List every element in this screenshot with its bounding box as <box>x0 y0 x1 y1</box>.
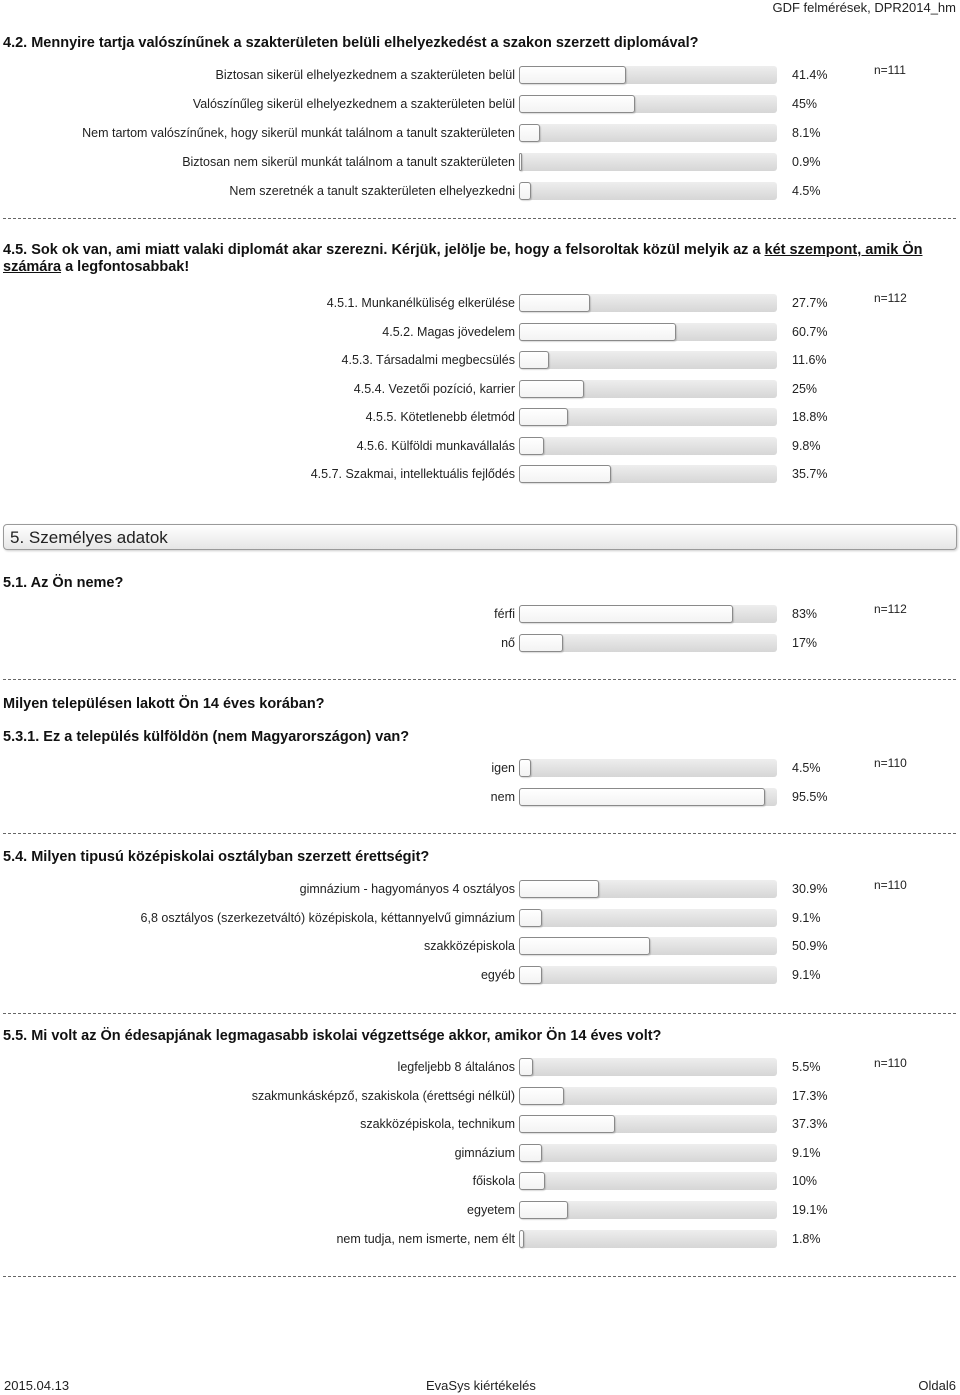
footer-date: 2015.04.13 <box>4 1378 70 1393</box>
answer-percentage: 9.1% <box>792 1145 821 1160</box>
answer-percentage: 17.3% <box>792 1088 828 1103</box>
percentage-bar-fill <box>519 1172 545 1190</box>
question-title: 5.5. Mi volt az Ön édesapjának legmagasabb iskolai végzettsége akkor, amikor Ön 14 éves volt? <box>3 1028 662 1044</box>
answer-row <box>0 788 960 808</box>
answer-percentage: 25% <box>792 381 818 396</box>
answer-label: nem tudja, nem ismerte, nem élt <box>336 1231 515 1246</box>
question-title: 4.2. Mennyire tartja valószínűnek a szakterületen belüli elhelyezkedést a szakon szerzett diplomával? <box>3 35 699 51</box>
section-header <box>3 524 957 550</box>
percentage-bar-fill <box>519 966 542 984</box>
percentage-bar-track <box>519 1172 777 1190</box>
respondent-count: n=111 <box>874 63 906 77</box>
answer-label: Biztosan nem sikerül munkát találnom a tanult szakterületen <box>182 155 515 169</box>
answer-label: főiskola <box>472 1174 515 1189</box>
percentage-bar-fill <box>519 1144 542 1162</box>
percentage-bar-fill <box>519 66 626 84</box>
percentage-bar-track <box>519 323 777 341</box>
answer-label: 4.5.4. Vezetői pozíció, karrier <box>353 381 515 396</box>
percentage-bar-track <box>519 1115 777 1133</box>
percentage-bar-fill <box>519 880 599 898</box>
question-title: 5.4. Milyen tipusú középiskolai osztályban szerzett érettségit? <box>3 849 430 865</box>
percentage-bar-track <box>519 182 777 200</box>
question-intro: Milyen településen lakott Ön 14 éves korában? <box>3 696 325 712</box>
answer-row <box>0 153 960 173</box>
answer-label: igen <box>491 761 515 775</box>
answer-row <box>0 1144 960 1164</box>
answer-label: szakmunkásképző, szakiskola (érettségi nélkül) <box>251 1088 515 1103</box>
percentage-bar-fill <box>519 437 544 455</box>
percentage-bar-track <box>519 124 777 142</box>
question-title: 5.3.1. Ez a település külföldön (nem Magyarországon) van? <box>3 729 410 745</box>
percentage-bar-track <box>519 153 777 171</box>
answer-row <box>0 880 960 900</box>
footer-title: EvaSys kiértékelés <box>426 1378 536 1393</box>
percentage-bar-fill <box>519 124 540 142</box>
percentage-bar-track <box>519 351 777 369</box>
percentage-bar-fill <box>519 380 584 398</box>
percentage-bar-track <box>519 759 777 777</box>
answer-percentage: 45% <box>792 97 818 111</box>
answer-row <box>0 909 960 929</box>
percentage-bar-fill <box>519 323 676 341</box>
percentage-bar-track <box>519 408 777 426</box>
percentage-bar-track <box>519 380 777 398</box>
answer-row <box>0 182 960 202</box>
answer-row <box>0 966 960 986</box>
answer-row <box>0 66 960 86</box>
answer-row <box>0 1172 960 1192</box>
answer-percentage: 41.4% <box>792 68 828 82</box>
answer-row <box>0 1230 960 1250</box>
answer-percentage: 30.9% <box>792 882 828 896</box>
answer-percentage: 9.1% <box>792 910 821 925</box>
percentage-bar-fill <box>519 95 635 113</box>
answer-percentage: 9.8% <box>792 438 821 453</box>
answer-percentage: 18.8% <box>792 410 828 424</box>
answer-label: Nem tartom valószínűnek, hogy sikerül munkát találnom a tanult szakterületen <box>82 126 515 140</box>
answer-percentage: 37.3% <box>792 1117 828 1132</box>
answer-percentage: 19.1% <box>792 1203 828 1217</box>
section-title: 5. Személyes adatok <box>10 528 168 547</box>
answer-percentage: 4.5% <box>792 184 821 198</box>
percentage-bar-fill <box>519 1115 615 1133</box>
footer-page-number: Oldal6 <box>918 1378 956 1393</box>
answer-row <box>0 1201 960 1221</box>
percentage-bar-fill <box>519 294 590 312</box>
answer-row <box>0 759 960 779</box>
question-title-emphasis: két szempont, amik Ön számára <box>3 242 923 275</box>
question-title <box>3 242 954 276</box>
answer-row <box>0 634 960 654</box>
question-title-part: a legfontosabbak! <box>61 259 190 275</box>
answer-row <box>0 1058 960 1078</box>
answer-label: 4.5.5. Kötetlenebb életmód <box>365 410 515 424</box>
answer-label: 4.5.6. Külföldi munkavállalás <box>356 438 515 453</box>
answer-percentage: 35.7% <box>792 467 828 481</box>
divider <box>3 218 956 219</box>
percentage-bar-track <box>519 1230 777 1248</box>
answer-label: szakközépiskola <box>423 939 515 954</box>
percentage-bar-fill <box>519 788 765 806</box>
answer-percentage: 27.7% <box>792 296 828 310</box>
answer-label: nem <box>490 790 515 804</box>
answer-label: Valószínűleg sikerül elhelyezkednem a szakterületen belül <box>192 97 515 111</box>
answer-label: gimnázium <box>454 1145 515 1160</box>
percentage-bar-fill <box>519 153 522 171</box>
answer-percentage: 8.1% <box>792 126 821 140</box>
percentage-bar-fill <box>519 605 733 623</box>
percentage-bar-fill <box>519 465 611 483</box>
answer-row <box>0 1087 960 1107</box>
answer-label: férfi <box>494 607 515 621</box>
percentage-bar-track <box>519 909 777 927</box>
percentage-bar-track <box>519 1058 777 1076</box>
percentage-bar-fill <box>519 759 531 777</box>
percentage-bar-track <box>519 294 777 312</box>
answer-label: 4.5.3. Társadalmi megbecsülés <box>341 353 515 367</box>
percentage-bar-fill <box>519 1087 564 1105</box>
percentage-bar-track <box>519 95 777 113</box>
answer-percentage: 11.6% <box>792 353 827 367</box>
percentage-bar-fill <box>519 634 563 652</box>
answer-percentage: 83% <box>792 607 818 621</box>
respondent-count: n=110 <box>874 756 907 770</box>
answer-percentage: 60.7% <box>792 324 828 339</box>
answer-label: 4.5.1. Munkanélküliség elkerülése <box>326 296 515 310</box>
divider <box>3 679 956 680</box>
divider <box>3 1276 956 1277</box>
answer-percentage: 0.9% <box>792 155 821 169</box>
respondent-count: n=112 <box>874 291 907 305</box>
percentage-bar-track <box>519 634 777 652</box>
answer-row <box>0 294 960 314</box>
answer-percentage: 9.1% <box>792 968 821 983</box>
percentage-bar-track <box>519 937 777 955</box>
answer-label: Biztosan sikerül elhelyezkednem a szakterületen belül <box>215 68 515 82</box>
answer-percentage: 10% <box>792 1174 818 1189</box>
answer-row <box>0 437 960 457</box>
answer-percentage: 4.5% <box>792 761 821 775</box>
answer-label: szakközépiskola, technikum <box>360 1117 515 1132</box>
answer-label: 4.5.2. Magas jövedelem <box>382 324 515 339</box>
answer-label: gimnázium - hagyományos 4 osztályos <box>299 882 515 896</box>
answer-label: nő <box>501 636 515 650</box>
answer-label: egyetem <box>467 1203 515 1217</box>
percentage-bar-track <box>519 880 777 898</box>
percentage-bar-fill <box>519 182 531 200</box>
percentage-bar-fill <box>519 909 542 927</box>
percentage-bar-track <box>519 437 777 455</box>
answer-row <box>0 351 960 371</box>
answer-percentage: 5.5% <box>792 1060 821 1074</box>
question-title: 5.1. Az Ön neme? <box>3 575 124 591</box>
answer-label: legfeljebb 8 általános <box>397 1060 515 1074</box>
answer-row <box>0 124 960 144</box>
percentage-bar-track <box>519 1201 777 1219</box>
answer-label: 4.5.7. Szakmai, intellektuális fejlődés <box>310 467 515 481</box>
answer-percentage: 17% <box>792 636 818 650</box>
answer-row <box>0 937 960 957</box>
answer-percentage: 95.5% <box>792 790 828 804</box>
answer-row <box>0 1115 960 1135</box>
percentage-bar-track <box>519 788 777 806</box>
percentage-bar-fill <box>519 1058 533 1076</box>
question-title-part: 4.5. Sok ok van, ami miatt valaki diplomát akar szerezni. Kérjük, jelölje be, hogy a felsoroltak közül melyik az a <box>3 242 765 258</box>
answer-row <box>0 465 960 485</box>
percentage-bar-track <box>519 1087 777 1105</box>
answer-row <box>0 323 960 343</box>
header-survey-name: GDF felmérések, DPR2014_hm <box>772 0 956 15</box>
percentage-bar-track <box>519 605 777 623</box>
answer-row <box>0 95 960 115</box>
answer-percentage: 1.8% <box>792 1231 821 1246</box>
percentage-bar-fill <box>519 351 549 369</box>
answer-label: 6,8 osztályos (szerkezetváltó) középiskola, kéttannyelvű gimnázium <box>140 910 515 925</box>
respondent-count: n=112 <box>874 602 907 616</box>
percentage-bar-fill <box>519 1230 524 1248</box>
answer-row <box>0 380 960 400</box>
percentage-bar-track <box>519 66 777 84</box>
percentage-bar-fill <box>519 937 650 955</box>
divider <box>3 833 956 834</box>
answer-percentage: 50.9% <box>792 939 828 954</box>
percentage-bar-track <box>519 966 777 984</box>
respondent-count: n=110 <box>874 878 907 892</box>
divider <box>3 1013 956 1014</box>
percentage-bar-track <box>519 1144 777 1162</box>
answer-row <box>0 408 960 428</box>
percentage-bar-fill <box>519 1201 568 1219</box>
percentage-bar-track <box>519 465 777 483</box>
answer-label: egyéb <box>480 968 515 983</box>
answer-label: Nem szeretnék a tanult szakterületen elhelyezkedni <box>229 184 515 198</box>
answer-row <box>0 605 960 625</box>
percentage-bar-fill <box>519 408 568 426</box>
respondent-count: n=110 <box>874 1056 907 1070</box>
